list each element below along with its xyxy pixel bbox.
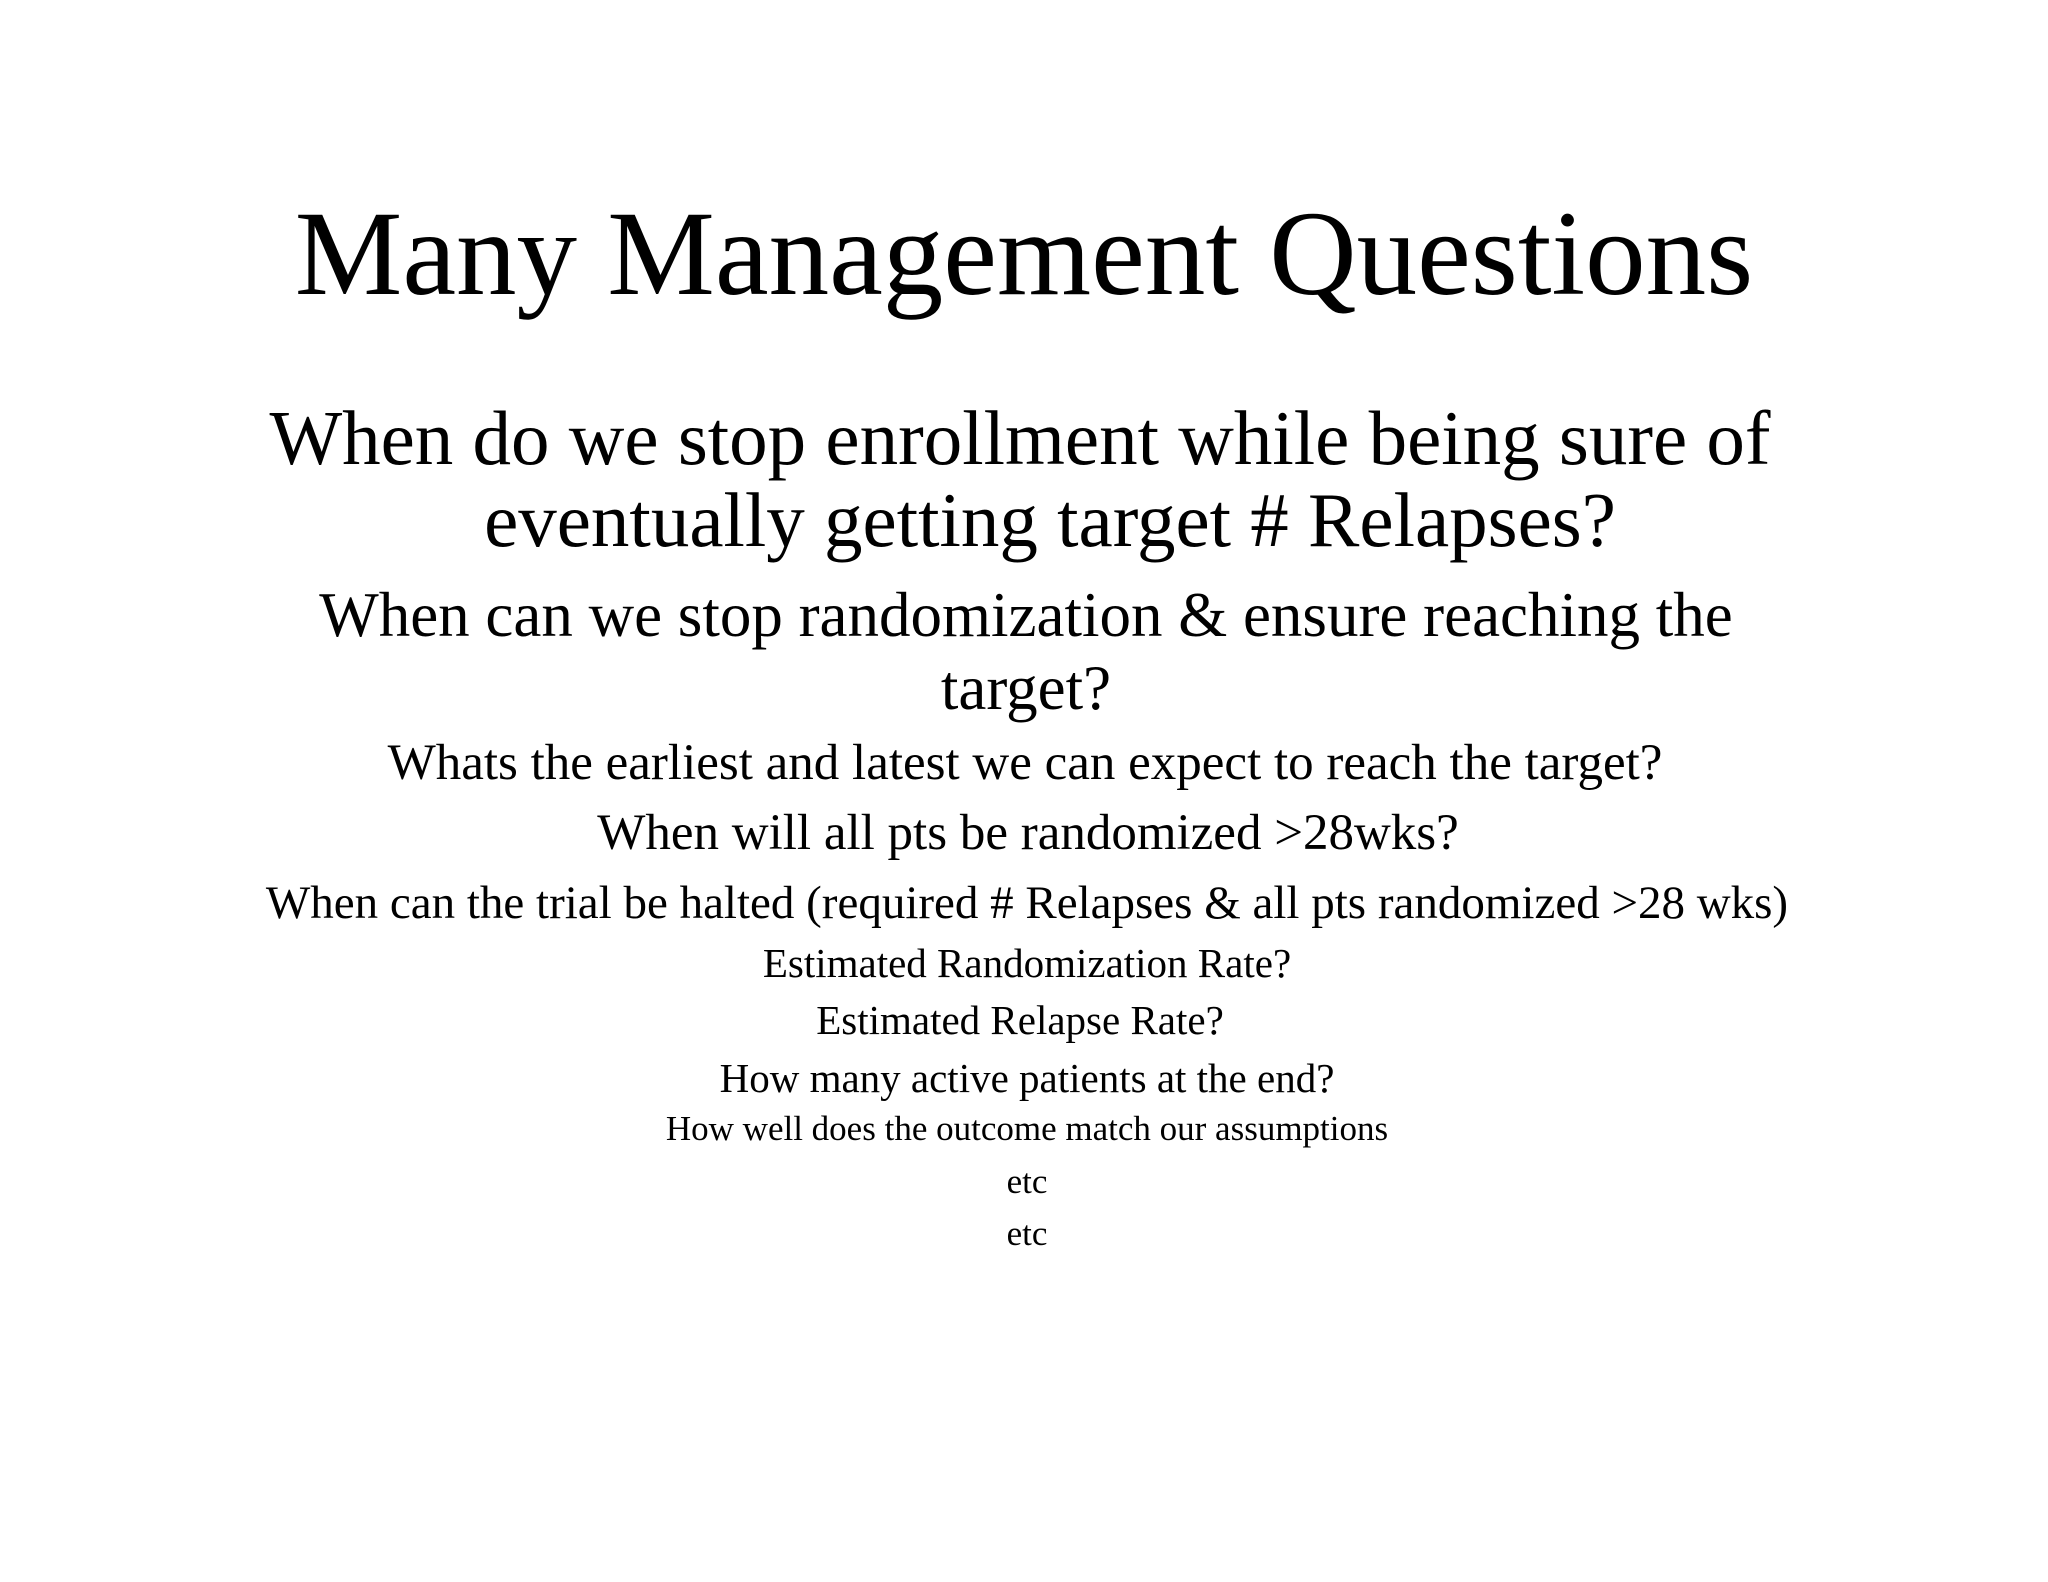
question-trial-halted: When can the trial be halted (required # Relapses & all pts randomized >28 wks): [265, 877, 1789, 929]
question-outcome-match: How well does the outcome match our assumptions: [665, 1109, 1389, 1148]
slide-title: Many Management Questions: [294, 187, 1754, 321]
question-randomization-rate: Estimated Randomization Rate?: [762, 940, 1292, 986]
question-stop-enrollment-line-1: When do we stop enrollment while being sure of: [269, 395, 1771, 481]
question-all-randomized: When will all pts be randomized >28wks?: [597, 805, 1459, 861]
question-stop-enrollment-line-2: eventually getting target # Relapses?: [484, 477, 1616, 563]
question-active-patients: How many active patients at the end?: [719, 1055, 1335, 1101]
etc-line-1: etc: [1006, 1162, 1048, 1201]
question-relapse-rate: Estimated Relapse Rate?: [816, 997, 1224, 1043]
question-stop-randomization-line-2: target?: [940, 653, 1112, 723]
question-stop-randomization-line-1: When can we stop randomization & ensure reaching the: [319, 580, 1733, 650]
etc-line-2: etc: [1006, 1214, 1048, 1253]
question-earliest-latest: Whats the earliest and latest we can expect to reach the target?: [387, 735, 1663, 791]
